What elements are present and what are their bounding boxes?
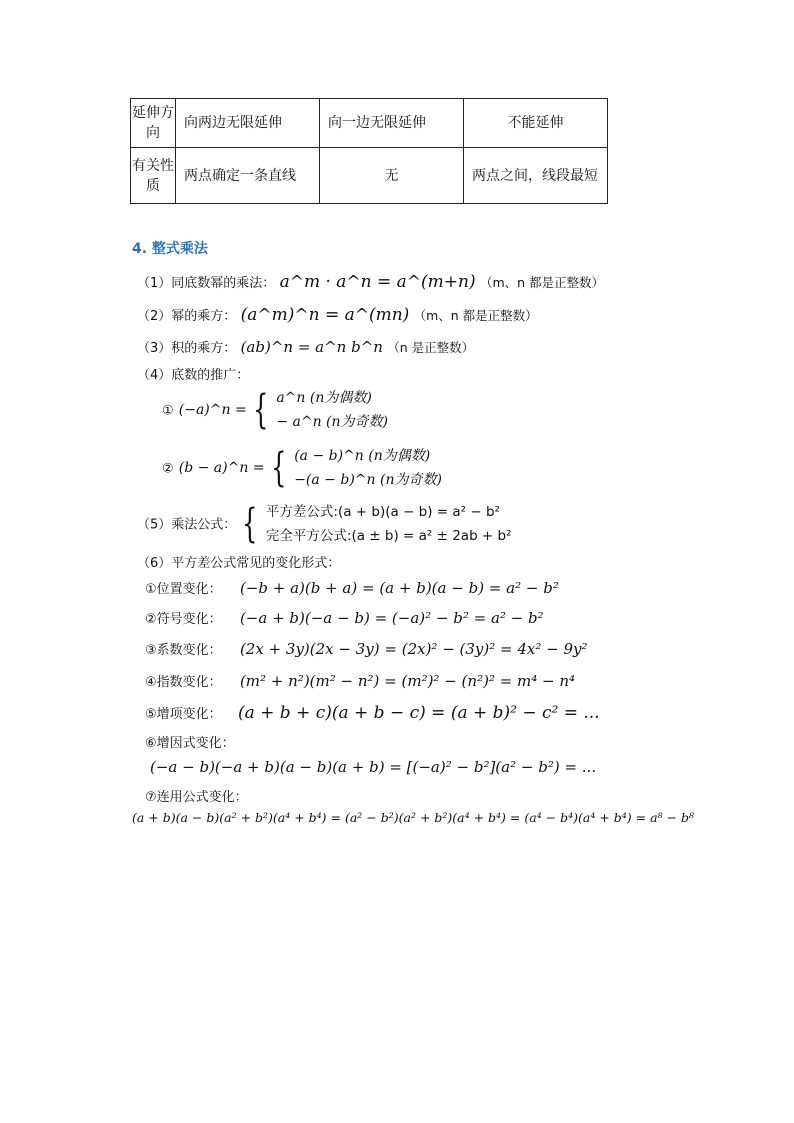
rule-label: （4）底数的推广：: [137, 368, 250, 383]
variation-added-term: [145, 703, 600, 723]
variation-coefficient: [145, 639, 588, 658]
table-cell: 无: [320, 148, 464, 204]
case-row-odd: −(a − b)^n (n为奇数): [294, 472, 442, 488]
comparison-table: [130, 98, 608, 204]
case-row-even: a^n (n为偶数): [276, 390, 372, 406]
section-title: 4. 整式乘法: [132, 241, 208, 257]
table-cell: 两点确定一条直线: [176, 148, 320, 204]
variation-added-factor-formula: [150, 758, 596, 776]
variation-formula: (−b + a)(b + a) = (a + b)(a − b) = a² − b²: [239, 579, 559, 597]
rule-product-of-powers: [137, 272, 604, 292]
variation-label: ④指数变化：: [145, 675, 222, 690]
rule-formula: (a^m)^n = a^(mn): [240, 305, 410, 325]
rule-label: （2）幂的乘方：: [137, 309, 237, 324]
rule-label: （1）同底数幂的乘法：: [137, 276, 276, 291]
case-b-minus-a: [162, 444, 442, 492]
rule-base-generalization: [137, 364, 249, 383]
table-cell: 两点之间，线段最短: [464, 148, 608, 204]
variation-added-factor-label: [145, 732, 235, 751]
case-lhs: (b − a)^n =: [178, 460, 265, 476]
table-cell: 向两边无限延伸: [176, 99, 320, 148]
table-row: [131, 99, 608, 148]
variation-label: ③系数变化：: [145, 643, 222, 658]
variation-formula: (m² + n²)(m² − n²) = (m²)² − (n²)² = m⁴ − n⁴: [239, 672, 576, 690]
rule-label: （3）积的乘方：: [137, 341, 237, 356]
left-brace-icon: {: [242, 501, 258, 547]
rule-note: （n 是正整数）: [387, 340, 475, 355]
table-cell: 不能延伸: [464, 99, 608, 148]
variation-chained-label: [145, 786, 248, 805]
case-negative-a: [162, 386, 388, 434]
variation-formula: (2x + 3y)(2x − 3y) = (2x)² − (3y)² = 4x² − 9y²: [239, 640, 588, 658]
table-row: [131, 148, 608, 204]
variation-label: ⑥增因式变化：: [145, 736, 235, 751]
variation-formula: (−a + b)(−a − b) = (−a)² − b² = a² − b²: [239, 609, 544, 627]
variation-exponent: [145, 671, 575, 690]
rule-formula: (ab)^n = a^n b^n: [240, 338, 383, 356]
table-row-header: 有关性质: [131, 148, 176, 204]
variation-chained-formula: (a + b)(a − b)(a² + b²)(a⁴ + b⁴) = (a² − b²)(a² + b²)(a⁴ + b⁴) = (a⁴ − b⁴)(a⁴ + b⁴) = a⁸ − b⁸: [132, 810, 694, 825]
rule-note: （m、n 都是正整数）: [413, 308, 538, 323]
table-row-header: 延伸方向: [131, 99, 176, 148]
variation-formula: (−a − b)(−a + b)(a − b)(a + b) = [(−a)² − b²](a² − b²) = ...: [150, 758, 597, 776]
case-marker: ②: [162, 461, 174, 477]
variation-label: ⑦连用公式变化：: [145, 790, 248, 805]
variation-label: ⑤增项变化：: [145, 707, 222, 722]
variation-position: [145, 578, 559, 597]
case-row-even: (a − b)^n (n为偶数): [294, 448, 431, 464]
table-cell: 向一边无限延伸: [320, 99, 464, 148]
rule-power-of-power: [137, 305, 538, 325]
variation-label: ②符号变化：: [145, 612, 222, 627]
rule-power-of-product: [137, 337, 474, 356]
variation-sign: [145, 608, 544, 627]
variation-formula: (a + b + c)(a + b − c) = (a + b)² − c² = ...: [237, 703, 600, 723]
formula-difference-of-squares: 平方差公式:(a + b)(a − b) = a² − b²: [265, 504, 500, 520]
left-brace-icon: {: [252, 387, 269, 433]
case-lhs: (−a)^n =: [178, 402, 247, 418]
rule-formula: a^m · a^n = a^(m+n): [279, 272, 476, 292]
left-brace-icon: {: [270, 445, 287, 491]
rule-label: （6）平方差公式常见的变化形式：: [137, 556, 341, 571]
formula-perfect-square: 完全平方公式:(a ± b) = a² ± 2ab + b²: [265, 528, 512, 544]
rule-label: （5）乘法公式：: [137, 517, 237, 533]
case-row-odd: − a^n (n为奇数): [276, 414, 388, 430]
rule-variations-heading: [137, 552, 340, 571]
variation-label: ①位置变化：: [145, 582, 222, 597]
rule-multiplication-formulas: [137, 500, 512, 548]
rule-note: （m、n 都是正整数）: [479, 275, 605, 290]
case-marker: ①: [162, 403, 174, 419]
